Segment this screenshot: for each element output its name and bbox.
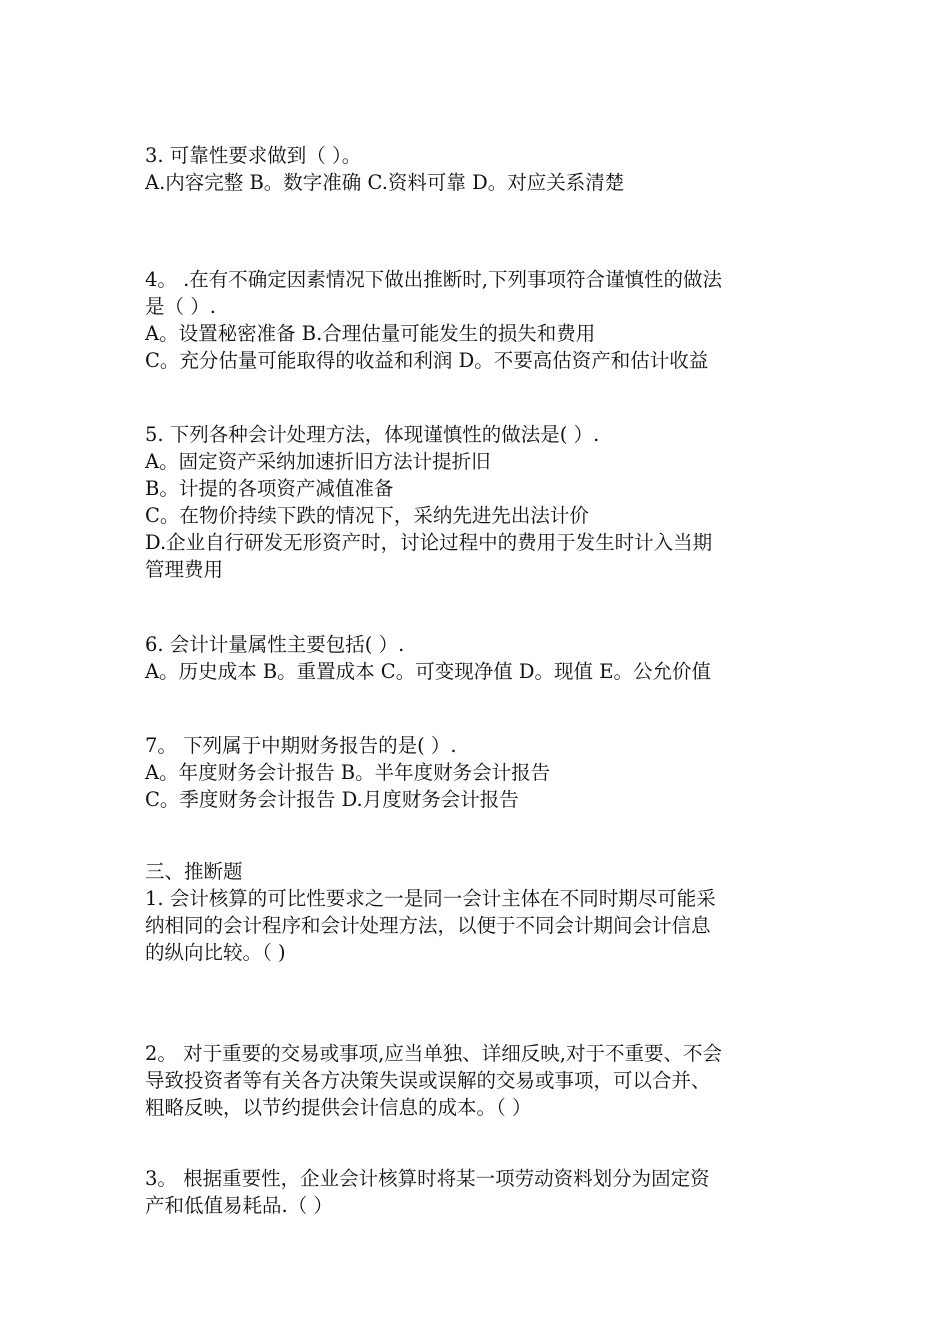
option-line: A。年度财务会计报告 B。半年度财务会计报告 [145, 761, 551, 784]
option-line: 管理费用 [145, 558, 224, 581]
statement-text: 导致投资者等有关各方决策失误或误解的交易或事项，可以合并、 [145, 1069, 711, 1092]
statement-text: 纳相同的会计程序和会计处理方法，以便于不同会计期间会计信息 [145, 914, 711, 937]
question-text: 是（ ）. [145, 295, 216, 318]
statement-text: 粗略反映，以节约提供会计信息的成本。（ ） [145, 1096, 532, 1119]
question-text: 3. 可靠性要求做到（ ）。 [145, 144, 362, 167]
question-block [145, 421, 810, 583]
question-text: 5. 下列各种会计处理方法，体现谨慎性的做法是( ）. [145, 423, 600, 446]
question-block [145, 142, 810, 196]
statement-text: 产和低值易耗品.（ ） [145, 1194, 333, 1217]
section-heading: 三、推断题 [145, 860, 243, 883]
option-line: B。计提的各项资产减值准备 [145, 477, 394, 500]
statement-text: 的纵向比较。（ ) [145, 941, 286, 964]
option-line: A。设置秘密准备 B.合理估量可能发生的损失和费用 [145, 322, 596, 345]
option-line: C。充分估量可能取得的收益和利润 D。不要高估资产和估计收益 [145, 349, 709, 372]
statement-text: 2。 对于重要的交易或事项,应当单独、详细反映,对于不重要、不会 [145, 1042, 723, 1065]
question-block [145, 631, 810, 685]
option-line: C。季度财务会计报告 D.月度财务会计报告 [145, 788, 519, 811]
section-block [145, 858, 810, 966]
question-block [145, 732, 810, 813]
question-text: 7。 下列属于中期财务报告的是( ）. [145, 734, 457, 757]
option-line: C。在物价持续下跌的情况下，采纳先进先出法计价 [145, 504, 589, 527]
option-line: A。历史成本 B。重置成本 C。可变现净值 D。现值 E。公允价值 [145, 660, 711, 683]
statement-text: 3。 根据重要性，企业会计核算时将某一项劳动资料划分为固定资 [145, 1167, 710, 1190]
question-block [145, 1040, 810, 1121]
question-text: 4。 .在有不确定因素情况下做出推断时,下列事项符合谨慎性的做法 [145, 268, 723, 291]
question-block [145, 1165, 810, 1219]
option-line: A.内容完整 B。数字准确 C.资料可靠 D。对应关系清楚 [145, 171, 625, 194]
question-block [145, 266, 810, 374]
option-line: A。固定资产采纳加速折旧方法计提折旧 [145, 450, 491, 473]
statement-text: 1. 会计核算的可比性要求之一是同一会计主体在不同时期尽可能采 [145, 887, 716, 910]
option-line: D.企业自行研发无形资产时，讨论过程中的费用于发生时计入当期 [145, 531, 713, 554]
question-text: 6. 会计计量属性主要包括( ）. [145, 633, 405, 656]
